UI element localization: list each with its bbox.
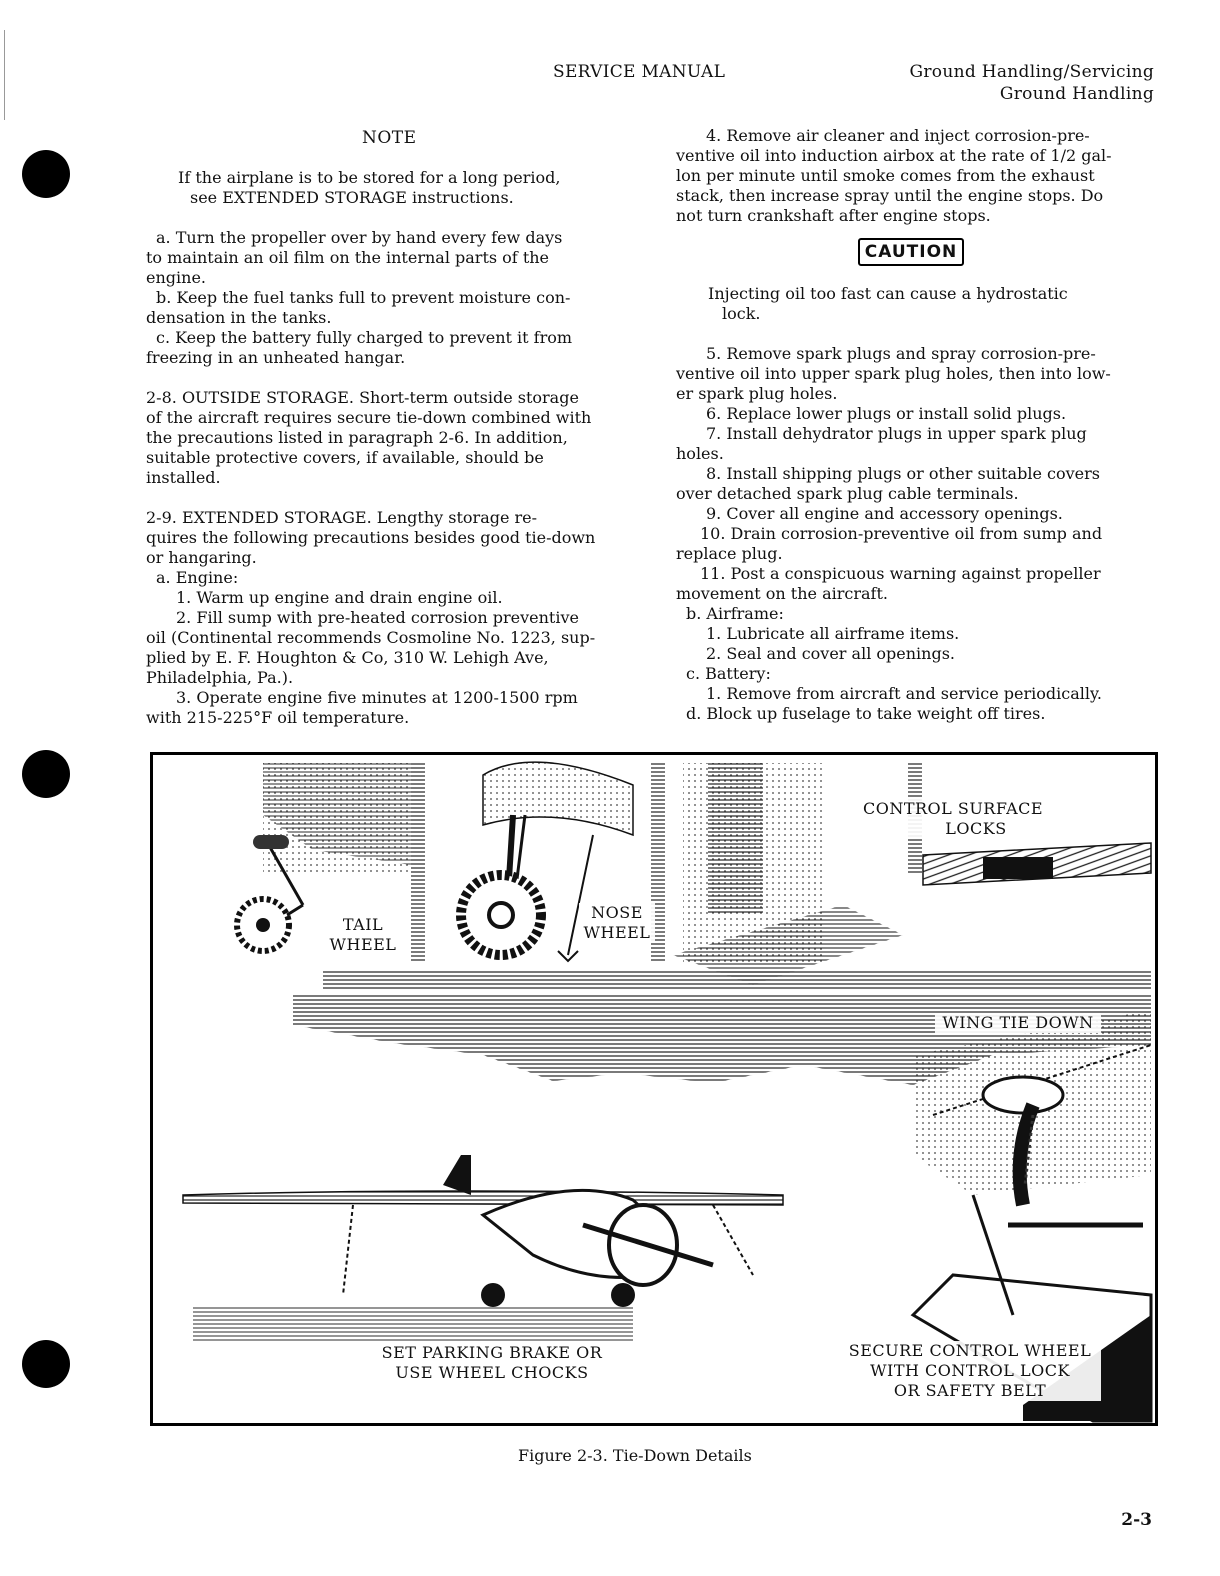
note-title: NOTE — [362, 128, 417, 148]
tie-down-illustration — [153, 755, 1155, 1423]
label-line: WITH CONTROL LOCK — [870, 1361, 1070, 1380]
label-line: SET PARKING BRAKE OR — [381, 1343, 603, 1362]
step-line: er spark plug holes. — [676, 384, 838, 403]
para-line: oil (Continental recommends Cosmoline No. 1223, sup- — [146, 628, 596, 647]
outside-storage-paragraph — [146, 388, 626, 488]
para-line: the precautions listed in paragraph 2-6. In addition, — [146, 428, 568, 447]
step-line: ventive oil into induction airbox at the rate of 1/2 gal- — [676, 146, 1112, 165]
step-line: 1. Remove from aircraft and service periodically. — [706, 684, 1102, 703]
step-line: 5. Remove spark plugs and spray corrosion-pre- — [706, 344, 1096, 363]
step-line: over detached spark plug cable terminals. — [676, 484, 1019, 503]
label-line: LOCKS — [945, 819, 1007, 838]
list-line: engine. — [146, 268, 206, 287]
figure-caption: Figure 2-3. Tie-Down Details — [518, 1446, 752, 1465]
step-line: holes. — [676, 444, 724, 463]
note-line: see EXTENDED STORAGE instructions. — [190, 188, 514, 207]
step-line: b. Airframe: — [686, 604, 784, 623]
step-line: 6. Replace lower plugs or install solid plugs. — [706, 404, 1067, 423]
wing-tie-down-label — [935, 1013, 1101, 1033]
step-line: replace plug. — [676, 544, 783, 563]
label-line: SECURE CONTROL WHEEL — [848, 1341, 1092, 1360]
list-line: c. Keep the battery fully charged to prevent it from — [156, 328, 573, 347]
para-line: Philadelphia, Pa.). — [146, 668, 294, 687]
list-line: b. Keep the fuel tanks full to prevent moisture con- — [156, 288, 571, 307]
step-line: 1. Lubricate all airframe items. — [706, 624, 960, 643]
note-line: If the airplane is to be stored for a long period, — [178, 168, 561, 187]
label-line: TAIL — [342, 915, 384, 934]
label-line: WHEEL — [329, 935, 397, 954]
list-line: densation in the tanks. — [146, 308, 332, 327]
storage-list — [146, 228, 626, 368]
binding-line — [4, 30, 5, 120]
tie-down-figure — [150, 752, 1158, 1426]
para-line: 2-8. OUTSIDE STORAGE. Short-term outside storage — [146, 388, 579, 407]
para-line: of the aircraft requires secure tie-down combined with — [146, 408, 592, 427]
step-line: 7. Install dehydrator plugs in upper spark plug — [706, 424, 1087, 443]
header-title: SERVICE MANUAL — [553, 62, 726, 82]
control-surface-locks-label — [853, 799, 1053, 839]
label-line: OR SAFETY BELT — [893, 1381, 1047, 1400]
extended-storage-paragraph — [146, 508, 636, 728]
caution-line: Injecting oil too fast can cause a hydrostatic — [708, 284, 1068, 303]
step-line: 8. Install shipping plugs or other suitable covers — [706, 464, 1100, 483]
step-line: 2. Seal and cover all openings. — [706, 644, 955, 663]
label-line: USE WHEEL CHOCKS — [395, 1363, 589, 1382]
list-line: to maintain an oil film on the internal parts of the — [146, 248, 550, 267]
list-line: a. Turn the propeller over by hand every few days — [156, 228, 563, 247]
header-section: Ground Handling/Servicing — [909, 62, 1154, 82]
step-line: d. Block up fuselage to take weight off tires. — [686, 704, 1046, 723]
step-line: 4. Remove air cleaner and inject corrosion-pre- — [706, 126, 1090, 145]
punch-hole-bottom — [22, 1340, 70, 1388]
label-line: WHEEL — [583, 923, 651, 942]
airplane-illustration — [183, 1155, 783, 1341]
caution-body — [708, 284, 1148, 324]
para-line: 3. Operate engine five minutes at 1200-1500 rpm — [176, 688, 578, 707]
label-line: CONTROL SURFACE — [862, 799, 1044, 818]
step-line: 11. Post a conspicuous warning against propeller — [700, 564, 1101, 583]
para-line: with 215-225°F oil temperature. — [146, 708, 410, 727]
nose-wheel-label — [579, 903, 655, 943]
note-body — [178, 168, 618, 208]
label-line: WING TIE DOWN — [942, 1013, 1094, 1032]
para-line: plied by E. F. Houghton & Co, 310 W. Lehigh Ave, — [146, 648, 549, 667]
control-wheel-label — [839, 1341, 1101, 1401]
para-line: 2. Fill sump with pre-heated corrosion preventive — [176, 608, 579, 627]
para-line: installed. — [146, 468, 221, 487]
para-line: or hangaring. — [146, 548, 257, 567]
list-line: freezing in an unheated hangar. — [146, 348, 406, 367]
para-line: 2-9. EXTENDED STORAGE. Lengthy storage re- — [146, 508, 538, 527]
control-surface-locks-illustration — [673, 763, 1151, 985]
punch-hole-middle — [22, 750, 70, 798]
steps-list — [676, 344, 1176, 724]
para-line: a. Engine: — [156, 568, 239, 587]
tail-wheel-label — [325, 915, 401, 955]
page-number: 2-3 — [1121, 1510, 1152, 1530]
para-line: quires the following precautions besides good tie-down — [146, 528, 596, 547]
para-line: suitable protective covers, if available, should be — [146, 448, 544, 467]
step-line: lon per minute until smoke comes from the exhaust — [676, 166, 1095, 185]
parking-brake-label — [367, 1343, 617, 1383]
step-line: c. Battery: — [686, 664, 771, 683]
step-line: not turn crankshaft after engine stops. — [676, 206, 991, 225]
para-line: 1. Warm up engine and drain engine oil. — [176, 588, 503, 607]
step-4 — [676, 126, 1166, 226]
step-line: stack, then increase spray until the engine stops. Do — [676, 186, 1104, 205]
step-line: movement on the aircraft. — [676, 584, 888, 603]
step-line: 10. Drain corrosion-preventive oil from sump and — [700, 524, 1103, 543]
step-line: 9. Cover all engine and accessory openings. — [706, 504, 1063, 523]
punch-hole-top — [22, 150, 70, 198]
step-line: ventive oil into upper spark plug holes, then into low- — [676, 364, 1111, 383]
caution-label: CAUTION — [858, 238, 964, 266]
header-subsection: Ground Handling — [999, 84, 1154, 104]
label-line: NOSE — [591, 903, 643, 922]
caution-line: lock. — [722, 304, 761, 323]
